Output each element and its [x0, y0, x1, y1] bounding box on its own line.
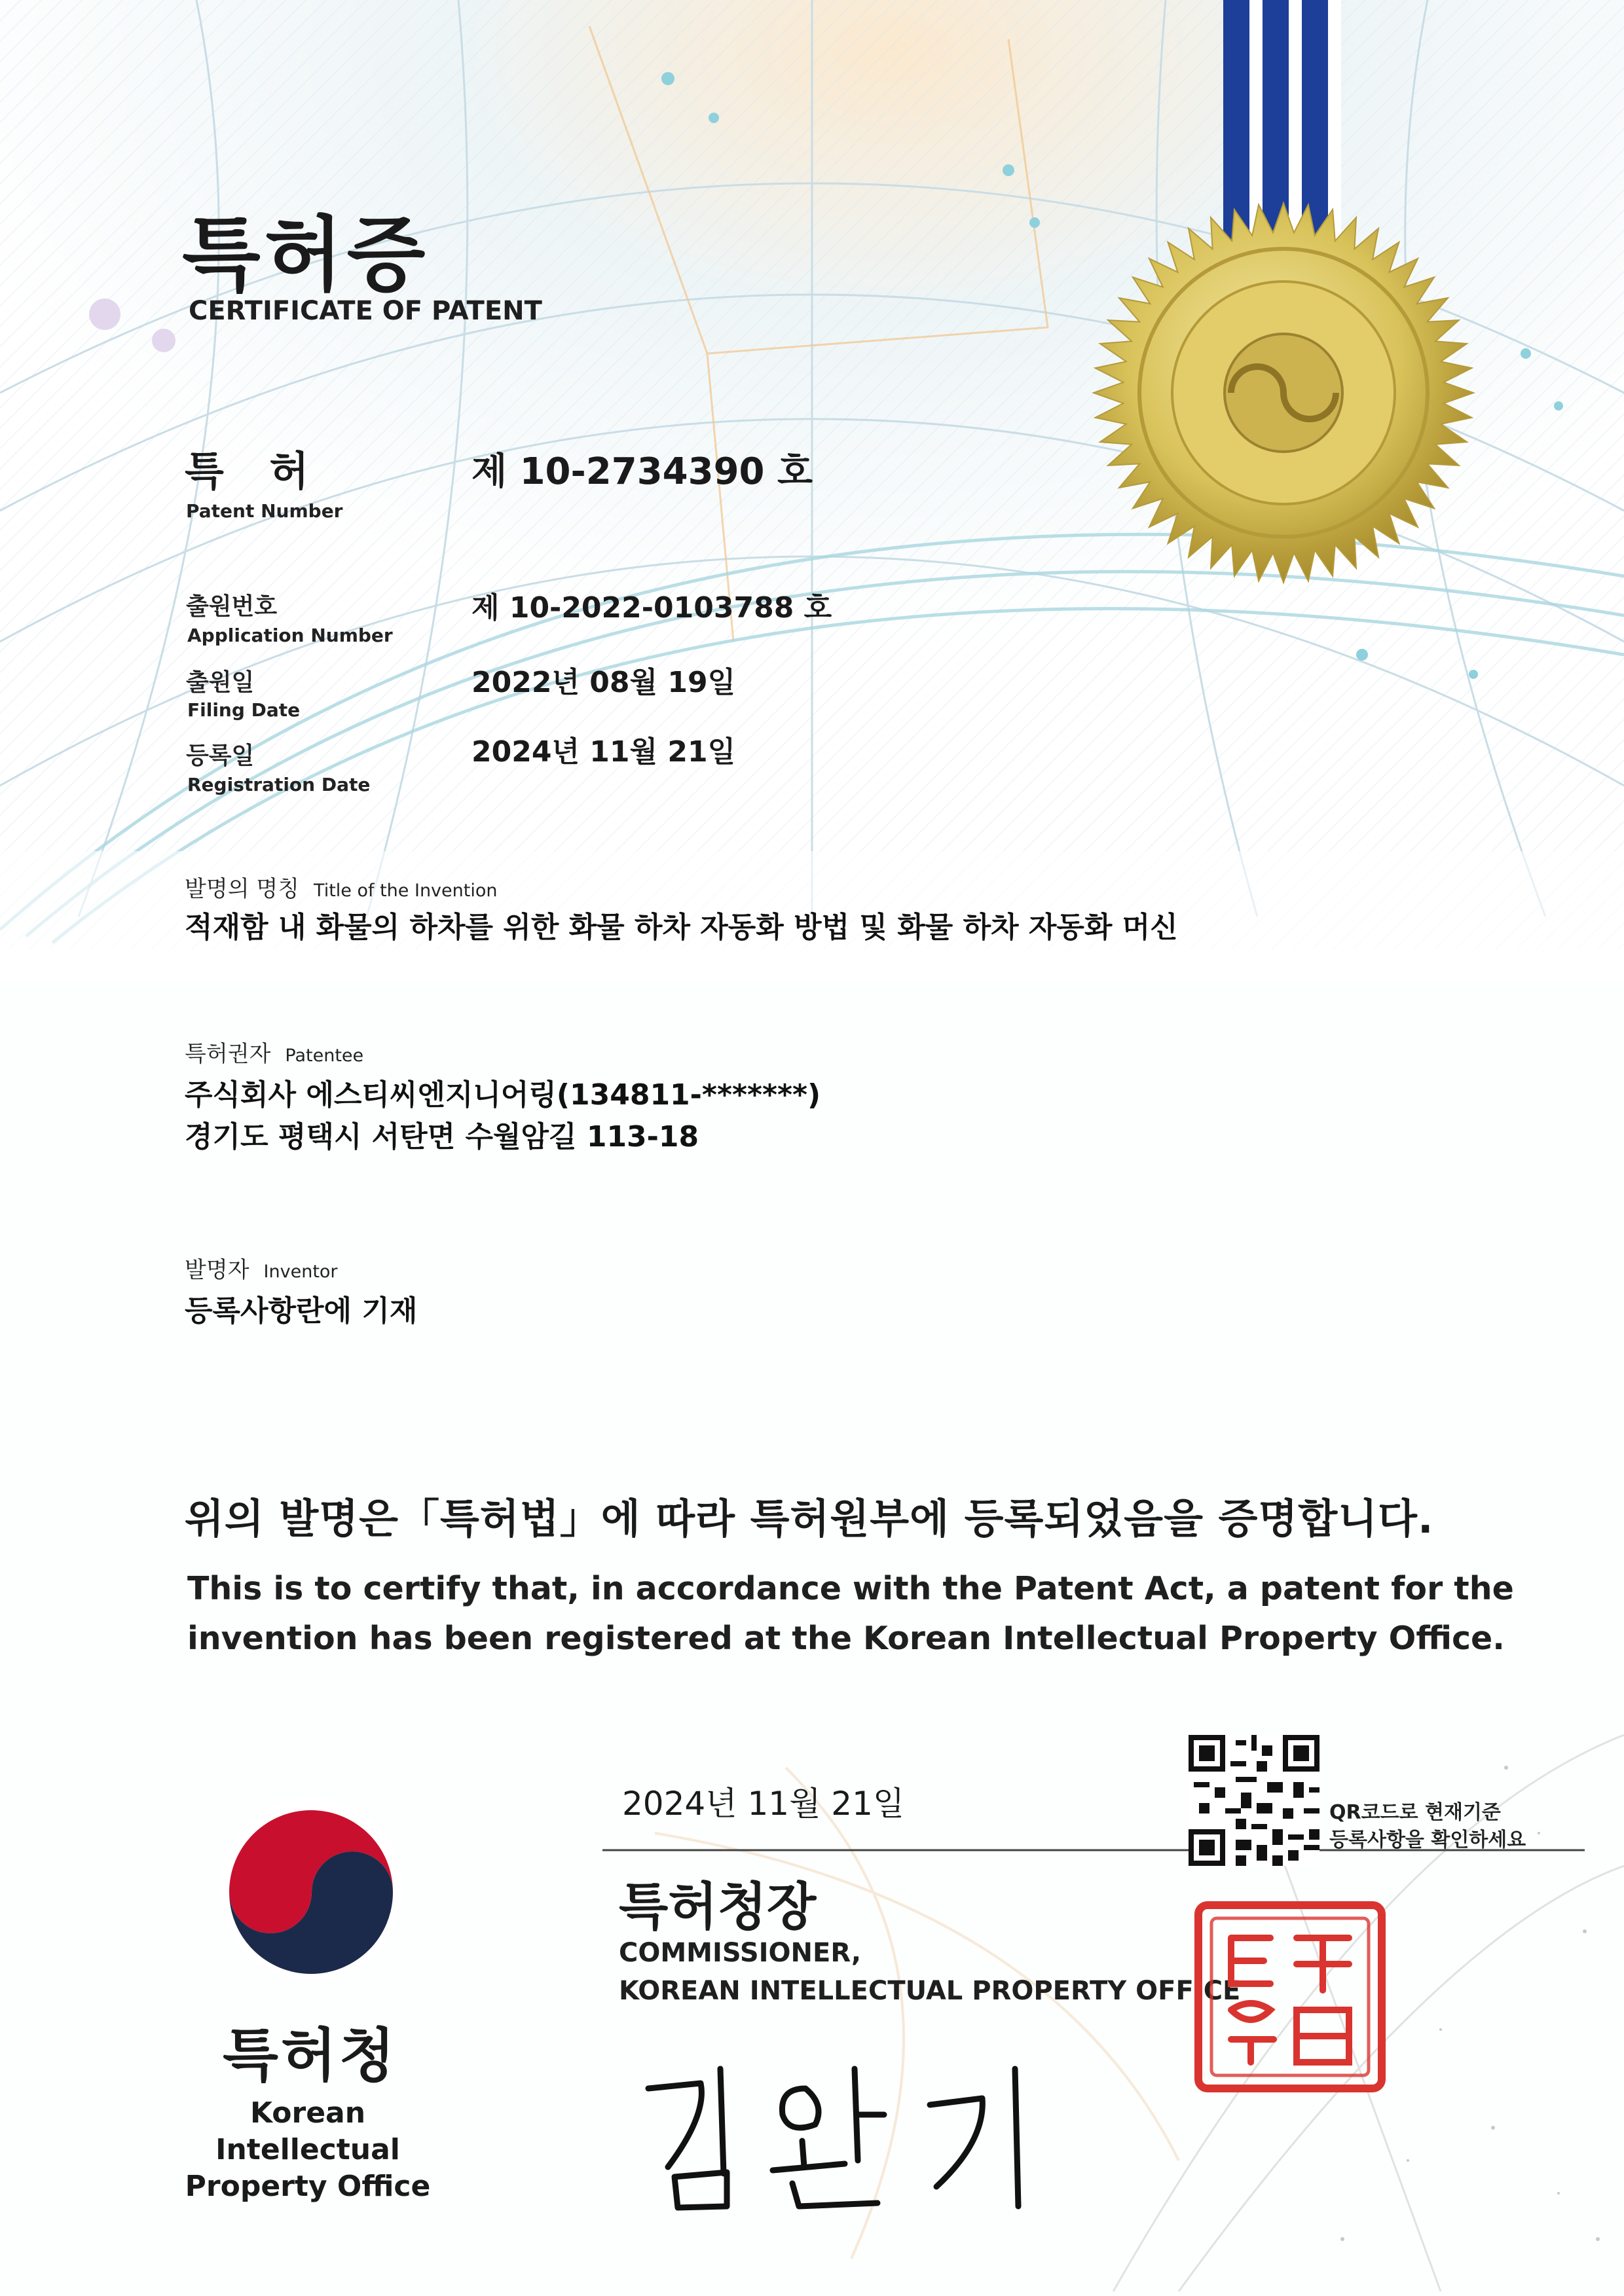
registration-label-en: Registration Date — [187, 774, 371, 795]
certification-en-line1: This is to certify that, in accordance with the Patent Act, a patent for the — [187, 1570, 1514, 1607]
registration-date: 2024년 11월 21일 — [471, 735, 736, 769]
certificate-title-en: CERTIFICATE OF PATENT — [189, 296, 542, 326]
office-name-ko: 특허청 — [223, 2022, 398, 2089]
inventor-value: 등록사항란에 기재 — [185, 1294, 418, 1328]
patentee-address: 경기도 평택시 서탄면 수월암길 113-18 — [185, 1120, 699, 1154]
office-name-en — [180, 2095, 435, 2205]
filing-label-en: Filing Date — [187, 699, 301, 721]
registration-label-ko: 등록일 — [186, 742, 255, 769]
inventor-label — [185, 1252, 338, 1284]
patent-label-ko: 특 허 — [185, 447, 325, 495]
qr-note-line2: 등록사항을 확인하세요 — [1329, 1829, 1526, 1851]
patent-number: 제 10-2734390 호 — [471, 450, 813, 493]
commissioner-title-en-line2: KOREAN INTELLECTUAL PROPERTY OFFICE — [619, 1976, 1241, 2006]
patent-label-en: Patent Number — [186, 500, 343, 522]
inventor-label-en: Inventor — [263, 1262, 338, 1282]
office-name-en-line1: Korean Intellectual — [215, 2096, 400, 2166]
application-label-ko: 출원번호 — [186, 593, 278, 620]
commissioner-title-en-line1: COMMISSIONER, — [619, 1938, 862, 1968]
patentee-label — [185, 1036, 363, 1068]
official-seal-stamp — [1192, 1899, 1388, 2095]
commissioner-title-ko: 특허청장 — [619, 1878, 817, 1937]
certificate-title-ko: 특허증 — [182, 208, 430, 302]
application-number: 제 10-2022-0103788 호 — [471, 591, 832, 625]
patentee-label-ko: 특허권자 — [185, 1041, 271, 1067]
invention-label — [185, 871, 497, 903]
signature — [629, 2043, 1048, 2213]
certification-ko: 위의 발명은「특허법」에 따라 특허원부에 등록되었음을 증명합니다. — [185, 1495, 1434, 1542]
inventor-label-ko: 발명자 — [185, 1257, 249, 1283]
qr-note — [1329, 1799, 1565, 1854]
issue-date: 2024년 11월 21일 — [622, 1785, 905, 1823]
application-label-en: Application Number — [187, 625, 393, 646]
certification-en-line2: invention has been registered at the Korean Intellectual Property Office. — [187, 1620, 1505, 1657]
office-name-en-line2: Property Office — [185, 2170, 431, 2203]
invention-label-en: Title of the Invention — [314, 881, 498, 901]
patentee-label-en: Patentee — [285, 1046, 364, 1066]
qr-code — [1189, 1735, 1320, 1866]
filing-date: 2022년 08월 19일 — [471, 666, 736, 699]
patentee-name: 주식회사 에스티씨엔지니어링(134811-*******) — [185, 1078, 821, 1112]
filing-label-ko: 출원일 — [186, 669, 255, 696]
invention-title: 적재함 내 화물의 하차를 위한 화물 하차 자동화 방법 및 화물 하차 자동화 머신 — [185, 911, 1178, 944]
kipo-logo-icon — [216, 1794, 406, 1984]
qr-note-line1: QR코드로 현재기준 — [1329, 1801, 1501, 1824]
invention-label-ko: 발명의 명칭 — [185, 876, 300, 902]
